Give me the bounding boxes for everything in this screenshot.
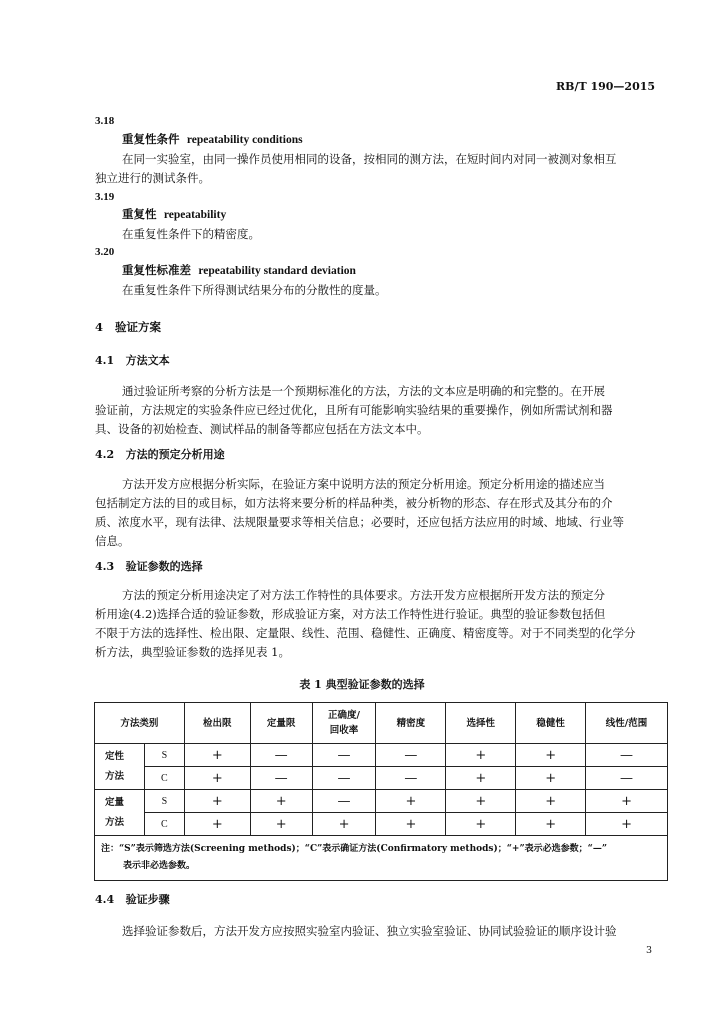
table-cell: + — [446, 767, 516, 790]
table-cell: — — [312, 790, 376, 813]
table-cell: — — [250, 767, 312, 790]
paragraph: 方法的预定分析用途决定了对方法工作特性的具体要求。方法开发方应根据所开发方法的预定分 析用途(4.2)选择合适的验证参数，形成验证方案，对方法工作特性进行验证。典型的验证参数包括但 不限于方法的选择性、检出限、定量限、线性、范围、稳健性、正确度、精密度等。对于不同类型的化学分 析方法，典型验证参数的选择见表 1。 — [95, 588, 636, 659]
validation-parameter-table — [94, 702, 668, 881]
table-cell: + — [184, 790, 250, 813]
term-number: 3.20 — [95, 246, 115, 258]
paragraph: 选择验证参数后，方法开发方应按照实验室内验证、独立实验室验证、协同试验验证的顺序设计验 — [122, 924, 617, 938]
table-cell: + — [250, 790, 312, 813]
table-note-row — [95, 836, 668, 881]
table-cell: + — [586, 790, 668, 813]
term-heading — [122, 207, 226, 223]
row-code: C — [144, 813, 184, 836]
term-name: 重复性 — [122, 207, 157, 221]
table-cell: — — [586, 744, 668, 767]
subsection-heading: 4.1 方法文本 — [95, 354, 170, 367]
document-code: RB/T 190—2015 — [556, 80, 656, 93]
table-cell: + — [184, 813, 250, 836]
table-header-row — [95, 703, 668, 744]
table-note: 注：“S”表示筛选方法(Screening methods)；“C”表示确证方法(Confirmatory methods)；“+”表示必选参数；“—” 表示非必选参数。 — [95, 836, 668, 881]
header-method-type: 方法类别 — [95, 703, 185, 744]
table-row — [95, 767, 668, 790]
header-selectivity: 选择性 — [446, 703, 516, 744]
term-english: repeatability — [163, 209, 227, 221]
table-cell: + — [446, 813, 516, 836]
term-heading — [122, 132, 303, 148]
table-cell: + — [184, 744, 250, 767]
term-name: 重复性条件 — [122, 132, 180, 146]
table-cell: + — [376, 790, 446, 813]
subsection-heading: 4.3 验证参数的选择 — [95, 560, 203, 573]
table-cell: + — [516, 744, 586, 767]
table-cell: + — [586, 813, 668, 836]
term-name: 重复性标准差 — [122, 263, 191, 277]
section-heading: 4 验证方案 — [95, 320, 162, 334]
term-number: 3.18 — [95, 115, 115, 127]
table-cell: + — [312, 813, 376, 836]
table-cell: + — [516, 790, 586, 813]
table-cell: — — [250, 744, 312, 767]
table-cell: — — [312, 744, 376, 767]
header-trueness: 正确度/ 回收率 — [312, 703, 376, 744]
subsection-heading: 4.2 方法的预定分析用途 — [95, 448, 225, 461]
table-cell: + — [446, 790, 516, 813]
term-heading — [122, 263, 356, 279]
term-definition: 在同一实验室，由同一操作员使用相同的设备，按相同的测方法，在短时间内对同一被测对象相互 独立进行的测试条件。 — [95, 152, 617, 185]
term-english: repeatability conditions — [186, 134, 303, 146]
table-cell: + — [516, 813, 586, 836]
term-number: 3.19 — [95, 191, 115, 203]
header-precision: 精密度 — [376, 703, 446, 744]
table-cell: — — [376, 767, 446, 790]
table-caption: 表 1 典型验证参数的选择 — [299, 678, 425, 691]
paragraph: 通过验证所考察的分析方法是一个预期标准化的方法，方法的文本应是明确的和完整的。在开展 验证前，方法规定的实验条件应已经过优化，且所有可能影响实验结果的重要操作，例如所需试剂和器 具、设备的初始检查、测试样品的制备等都应包括在方法文本中。 — [95, 384, 613, 436]
subsection-heading: 4.4 验证步骤 — [95, 893, 170, 906]
row-code: S — [144, 744, 184, 767]
row-code: C — [144, 767, 184, 790]
term-definition: 在重复性条件下所得测试结果分布的分散性的度量。 — [122, 283, 387, 297]
table-row — [95, 744, 668, 767]
table-cell: + — [446, 744, 516, 767]
table-cell: + — [250, 813, 312, 836]
table-cell: + — [184, 767, 250, 790]
table-cell: — — [312, 767, 376, 790]
header-detection-limit: 检出限 — [184, 703, 250, 744]
table-cell: — — [376, 744, 446, 767]
group-label: 定性 方法 — [95, 744, 145, 790]
table-row — [95, 790, 668, 813]
paragraph: 方法开发方应根据分析实际，在验证方案中说明方法的预定分析用途。预定分析用途的描述应当 包括制定方法的目的或目标，如方法将来要分析的样品种类，被分析物的形态、存在形式及其分布的介 质、浓度水平，现有法律、法规限量要求等相关信息；必要时，还应包括方法应用的时域、地域、行业等 信息。 — [95, 477, 624, 548]
header-quant-limit: 定量限 — [250, 703, 312, 744]
table-row — [95, 813, 668, 836]
header-linearity: 线性/范围 — [586, 703, 668, 744]
table-cell: + — [376, 813, 446, 836]
group-label: 定量 方法 — [95, 790, 145, 836]
term-english: repeatability standard deviation — [198, 265, 356, 277]
row-code: S — [144, 790, 184, 813]
term-definition: 在重复性条件下的精密度。 — [122, 227, 260, 241]
header-robustness: 稳健性 — [516, 703, 586, 744]
page-number: 3 — [646, 945, 653, 956]
table-cell: — — [586, 767, 668, 790]
table-cell: + — [516, 767, 586, 790]
